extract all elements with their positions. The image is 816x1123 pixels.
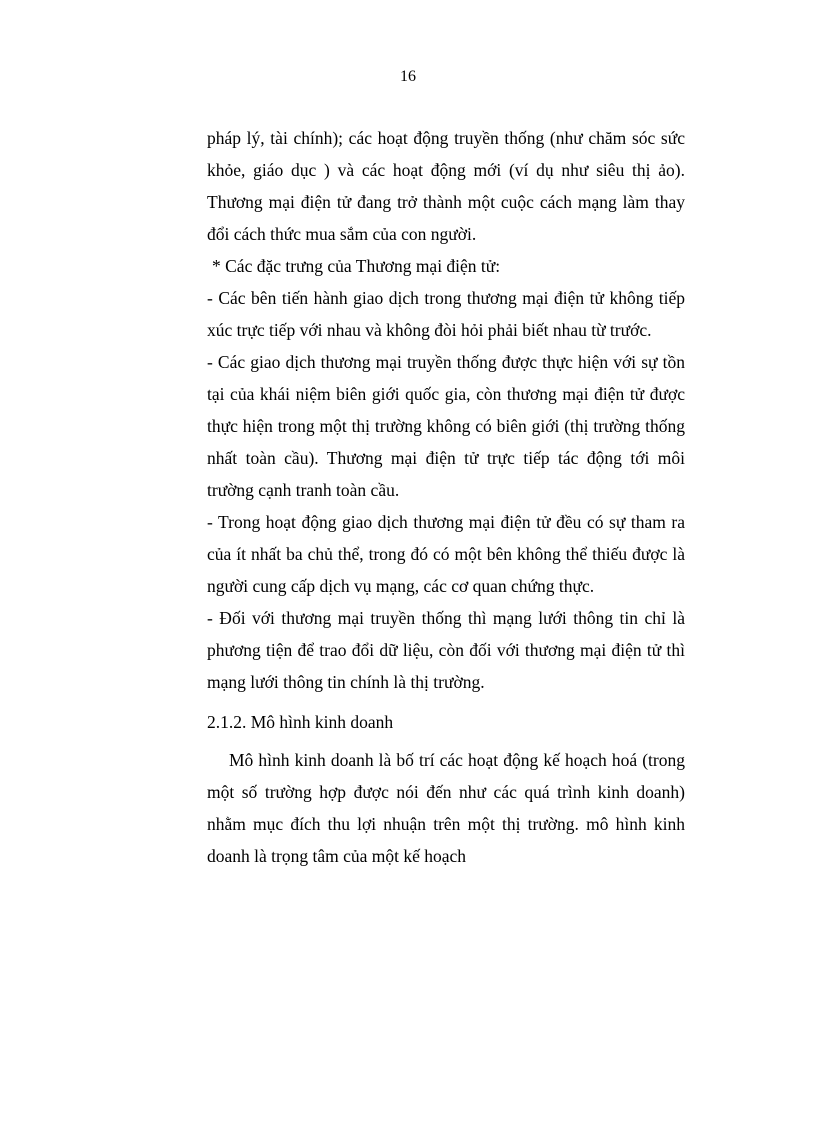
feature-item-3: - Trong hoạt động giao dịch thương mại điện tử đều có sự tham ra của ít nhất ba chủ thể, trong đó có một bên không thể thiếu được là người cung cấp dịch vụ mạng, các cơ quan chứng thực. (207, 512, 685, 596)
paragraph-business-model: Mô hình kinh doanh là bố trí các hoạt động kế hoạch hoá (trong một số trường hợp được nói đến như các quá trình kinh doanh) nhằm mục đích thu lợi nhuận trên một thị trường. mô hình kinh doanh là trọng tâm của một kế hoạch (207, 750, 685, 866)
page-number: 16 (400, 68, 416, 85)
paragraph-ecommerce-intro: pháp lý, tài chính); các hoạt động truyền thống (như chăm sóc sức khỏe, giáo dục ) và các hoạt động mới (ví dụ như siêu thị ảo). Thương mại điện tử đang trở thành một cuộc cách mạng làm thay đổi cách thức mua sắm của con người. (207, 128, 685, 244)
section-heading: 2.1.2. Mô hình kinh doanh (207, 712, 394, 732)
features-intro: * Các đặc trưng của Thương mại điện tử: (212, 256, 501, 276)
feature-item-2: - Các giao dịch thương mại truyền thống được thực hiện với sự tồn tại của khái niệm biên giới quốc gia, còn thương mại điện tử được thực hiện trong một thị trường không có biên giới (thị trường thống nhất toàn cầu). Thương mại điện tử trực tiếp tác động tới môi trường cạnh tranh toàn cầu. (207, 352, 685, 500)
feature-item-1: - Các bên tiến hành giao dịch trong thương mại điện tử không tiếp xúc trực tiếp với nhau và không đòi hỏi phải biết nhau từ trước. (207, 288, 685, 340)
feature-item-4: - Đối với thương mại truyền thống thì mạng lưới thông tin chỉ là phương tiện để trao đổi dữ liệu, còn đối với thương mại điện tử thì mạng lưới thông tin chính là thị trường. (207, 608, 685, 692)
page-body (207, 122, 685, 872)
